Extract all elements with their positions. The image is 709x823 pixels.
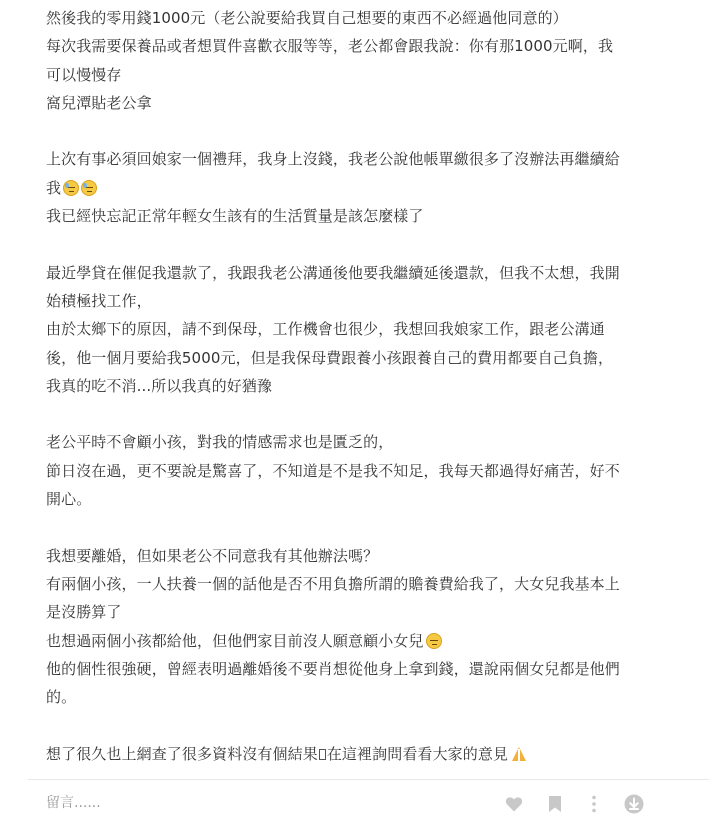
article-line-with-emoji: [46, 740, 666, 768]
article-line: 每次我需要保養品或者想買件喜歡衣服等等，老公都會跟我說：你有那1000元啊，我: [46, 37, 614, 56]
missing-glyph-box: [319, 749, 326, 760]
article-line: 我想要離婚，但如果老公不同意我有其他辦法嗎？: [46, 546, 379, 565]
article-line: 節日沒在過，更不要說是驚喜了，不知道是不是我不知足，我每天都過得好痛苦，好不: [46, 461, 620, 480]
paragraph-gap: [46, 230, 666, 258]
article-line: 的。: [46, 688, 77, 707]
article-line-with-emoji: [46, 174, 666, 202]
sweat-face-emoji: [81, 180, 97, 196]
article-line: 老公平時不會顧小孩，對我的情感需求也是匱乏的，: [46, 433, 394, 452]
article-line: 最近學貸在催促我還款了，我跟我老公溝通後他要我繼續延後還款，但我不太想，我開: [46, 263, 620, 282]
bookmark-icon[interactable]: [545, 794, 565, 814]
article-line: 然後我的零用錢1000元（老公說要給我買自己想要的東西不必經過他同意的）: [46, 9, 568, 27]
download-icon[interactable]: [624, 794, 644, 814]
paragraph-gap: [46, 513, 666, 541]
sweat-face-emoji: [63, 180, 79, 196]
paragraph-gap: [46, 400, 666, 428]
folded-hands-emoji: [510, 746, 528, 762]
article-line: 上次有事必須回娘家一個禮拜，我身上沒錢，我老公說他帳單繳很多了沒辦法再繼續給: [46, 150, 620, 169]
article-line-text: 也想過兩個小孩都給他，但他們家目前沒人願意顧小女兒: [46, 631, 424, 650]
article-body: [46, 4, 666, 768]
article-line: 可以慢慢存: [46, 65, 122, 84]
paragraph-gap: [46, 711, 666, 739]
article-line: 後，他一個月要給我5000元，但是我保母費跟養小孩跟養自己的費用都要自己負擔，: [46, 348, 614, 367]
article-line: 他的個性很強硬，曾經表明過離婚後不要肖想從他身上拿到錢，還說兩個女兒都是他們: [46, 659, 620, 678]
article-line: 開心。: [46, 490, 92, 509]
article-line: 我已經快忘記正常年輕女生該有的生活質量是該怎麼樣了: [46, 207, 424, 226]
article-line-text: 想了很久也上網查了很多資料沒有個結果: [46, 744, 318, 763]
comment-bar: [0, 780, 709, 823]
disappointed-face-emoji: [426, 633, 442, 649]
comment-input[interactable]: 留言......: [46, 795, 101, 811]
article-line: 由於太鄉下的原因，請不到保母，工作機會也很少，我想回我娘家工作，跟老公溝通: [46, 320, 605, 339]
article-line: 窩兒潭貼老公拿: [46, 93, 152, 112]
article-line: 有兩個小孩，一人扶養一個的話他是否不用負擔所謂的贍養費給我了，大女兒我基本上: [46, 574, 620, 593]
article-line: 始積極找工作，: [46, 291, 152, 310]
paragraph-gap: [46, 117, 666, 145]
article-line-with-emoji: [46, 627, 666, 655]
more-icon[interactable]: [584, 794, 604, 814]
article-line-text: 我: [46, 178, 62, 197]
article-line: 是沒勝算了: [46, 603, 122, 622]
article-line-text: 在這裡詢問看看大家的意見: [326, 744, 509, 763]
heart-icon[interactable]: [504, 794, 524, 814]
article-line: 我真的吃不消...所以我真的好猶豫: [46, 376, 273, 395]
